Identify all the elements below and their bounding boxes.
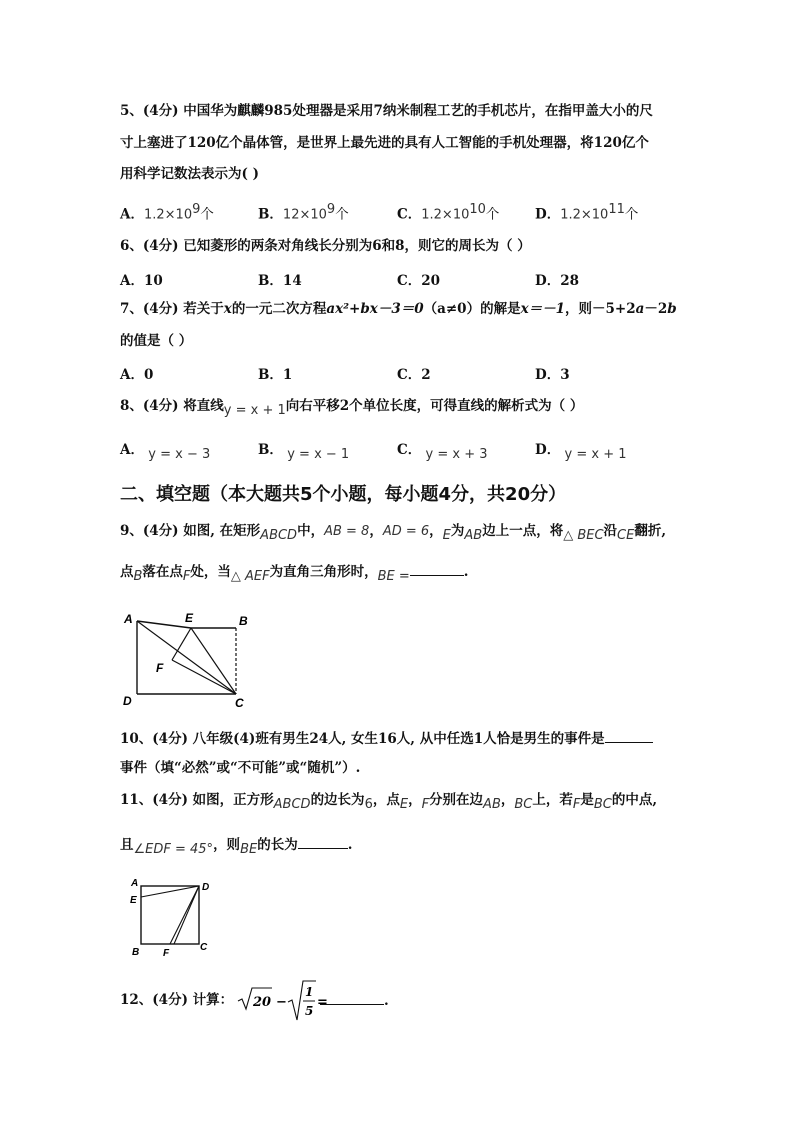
q5-line3: 用科学记数法表示为( ) — [120, 166, 259, 182]
q11-label-e: E — [130, 895, 137, 906]
q7-option-c[interactable]: C．2 — [397, 367, 431, 383]
q6-option-b[interactable]: B．14 — [258, 273, 302, 289]
q12-answer-blank[interactable] — [320, 990, 384, 1005]
q5-line2: 寸上塞进了120亿个晶体管，是世界上最先进的具有人工智能的手机处理器，将120亿个 — [120, 135, 649, 151]
q7-option-d[interactable]: D．3 — [535, 367, 570, 383]
q12-text: 12、(4分) 计算： — [120, 992, 234, 1008]
q9-label-f: F — [156, 661, 164, 675]
q11-label-c: C — [200, 942, 208, 953]
q12-expression — [236, 978, 326, 1024]
q9-line2: 点B落在点F处，当△ AEF为直角三角形时，BE = . — [120, 561, 469, 583]
q11-line1: 11、(4分) 如图，正方形ABCD的边长为6，点E，F分别在边AB，BC上，若F是BC的中点, — [120, 792, 658, 812]
q6-option-a[interactable]: A．10 — [120, 273, 163, 289]
q10-line1: 10、(4分) 八年级(4)班有男生24人, 女生16人, 从中任选1人恰是男生的事件是 — [120, 728, 653, 749]
q9-label-b: B — [239, 614, 248, 628]
q11-answer-blank[interactable] — [298, 834, 348, 849]
q9-label-e: E — [185, 611, 194, 625]
q12-equals: = — [317, 995, 328, 1010]
q12-minus: − — [276, 995, 287, 1010]
q6-option-c[interactable]: C．20 — [397, 273, 441, 289]
q11-line2: 且∠EDF = 45°，则BE的长为 . — [120, 834, 352, 856]
q12-numerator: 1 — [305, 985, 314, 999]
q9-answer-blank[interactable] — [410, 561, 464, 576]
q5-option-c[interactable]: C．$1.2\times 10^{10}$个 — [397, 202, 500, 223]
q9-label-c: C — [235, 696, 244, 710]
q11-label-d: D — [202, 882, 210, 893]
q5-line1: 5、(4分) 中国华为麒麟985处理器是采用7纳米制程工艺的手机芯片，在指甲盖大小的尺 — [120, 103, 653, 119]
q10-line2: 事件（填“必然”或“不可能”或“随机”）. — [120, 760, 361, 776]
q11-label-f: F — [163, 948, 170, 959]
q8-text: 8、(4分) 将直线y = x + 1向右平移2个单位长度，可得直线的解析式为（ ） — [120, 398, 584, 418]
q5-option-b[interactable]: B．$12\times 10^9$个 — [258, 202, 349, 223]
q6-option-d[interactable]: D．28 — [535, 273, 580, 289]
q9-label-d: D — [123, 694, 132, 708]
q11-label-b: B — [132, 947, 140, 958]
q12-radicand-20: 20 — [253, 995, 272, 1010]
q10-answer-blank[interactable] — [605, 728, 653, 743]
q8-option-b[interactable]: B． y = x − 1 — [258, 442, 350, 462]
q11-label-a: A — [131, 878, 139, 889]
q7-option-b[interactable]: B．1 — [258, 367, 293, 383]
q12-denominator: 5 — [305, 1004, 314, 1018]
q7-option-a[interactable]: A．0 — [120, 367, 154, 383]
q6-text: 6、(4分) 已知菱形的两条对角线长分别为6和8，则它的周长为（ ） — [120, 238, 531, 254]
q11-square-figure — [126, 876, 216, 962]
q9-line1: 9、(4分) 如图, 在矩形ABCD中，AB = 8，AD = 6，E为AB边上一点，将△ BEC沿CE翻折, — [120, 523, 667, 543]
section-2-title: 二、填空题（本大题共5个小题，每小题4分，共20分） — [120, 484, 567, 505]
q8-option-d[interactable]: D． y = x + 1 — [535, 442, 627, 462]
q7-line1: 7、(4分) 若关于x的一元二次方程ax²+bx－3＝0（a≠0）的解是x＝－1，则－5+2a－2b — [120, 301, 677, 317]
q9-label-a: A — [124, 612, 133, 626]
q12-answer: . — [320, 990, 389, 1011]
q8-option-a[interactable]: A． y = x − 3 — [120, 442, 211, 462]
q8-option-c[interactable]: C． y = x + 3 — [397, 442, 488, 462]
q7-line2: 的值是（ ） — [120, 333, 193, 349]
q5-option-d[interactable]: D．$1.2\times 10^{11}$个 — [535, 202, 639, 223]
q9-rectangle-figure — [118, 608, 258, 712]
q5-option-a[interactable]: A．$1.2\times 10^9$个 — [120, 202, 214, 223]
